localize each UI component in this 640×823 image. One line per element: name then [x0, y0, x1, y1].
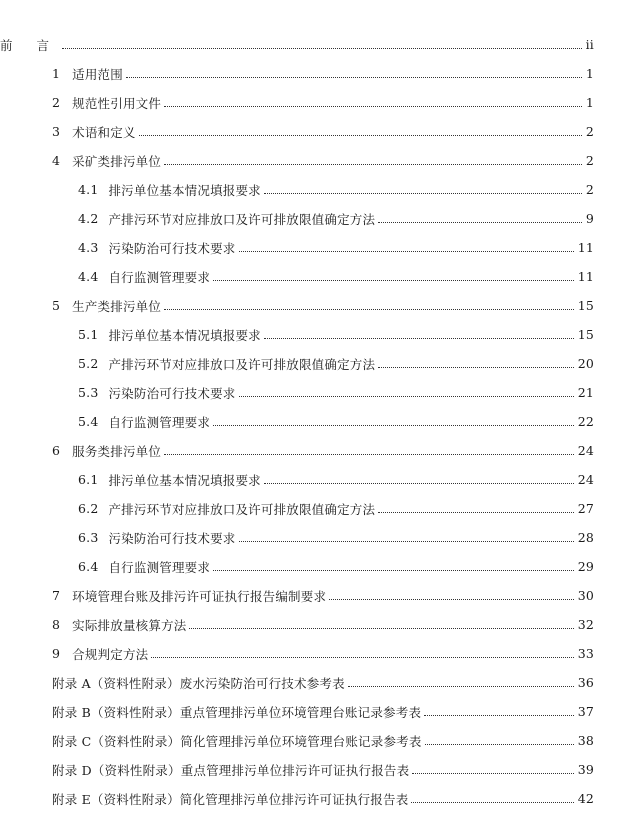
toc-entry-page: 1 — [585, 95, 594, 110]
toc-entry-number: 8 — [52, 617, 61, 632]
toc-leader-dots — [164, 309, 574, 310]
toc-leader-dots — [164, 164, 582, 165]
toc-entry-page: 20 — [577, 356, 594, 371]
toc-entry-number: 4.4 — [78, 269, 99, 284]
toc-leader-dots — [329, 599, 574, 600]
toc-entry-title: 附录 D（资料性附录）重点管理排污单位排污许可证执行报告表 — [52, 762, 410, 778]
toc-entry-title: 附录 E（资料性附录）简化管理排污单位排污许可证执行报告表 — [52, 791, 409, 807]
toc-entry-2[interactable] — [0, 88, 640, 117]
toc-entry-page: 42 — [577, 791, 594, 806]
toc-entry-title: 自行监测管理要求 — [108, 559, 211, 575]
toc-entry-number: 9 — [52, 646, 61, 661]
toc-entry-page: 15 — [577, 298, 594, 313]
toc-leader-dots — [264, 338, 574, 339]
toc-entry-title: 附录 C（资料性附录）简化管理排污单位环境管理台账记录参考表 — [52, 733, 422, 749]
toc-entry-page: 11 — [577, 240, 594, 255]
toc-entry-6-2[interactable] — [0, 494, 640, 523]
toc-entry-title: 排污单位基本情况填报要求 — [108, 327, 261, 343]
toc-entry-page: 32 — [577, 617, 594, 632]
toc-entry-page: 22 — [577, 414, 594, 429]
toc-entry-page: 9 — [585, 211, 594, 226]
toc-entry-number: 6 — [52, 443, 61, 458]
toc-entry-preface[interactable] — [0, 30, 640, 59]
toc-leader-dots — [189, 628, 573, 629]
toc-leader-dots — [139, 135, 582, 136]
toc-leader-dots — [412, 773, 573, 774]
toc-entry-number: 2 — [52, 95, 61, 110]
toc-entry-page: 21 — [577, 385, 594, 400]
toc-entry-page: 36 — [577, 675, 594, 690]
toc-entry-appendix-c[interactable] — [0, 726, 640, 755]
toc-entry-5-3[interactable] — [0, 378, 640, 407]
toc-leader-dots — [411, 802, 573, 803]
toc-entry-title: 自行监测管理要求 — [108, 414, 211, 430]
toc-entry-title: 合规判定方法 — [72, 646, 149, 662]
toc-entry-9[interactable] — [0, 639, 640, 668]
toc-entry-number: 4.2 — [78, 211, 99, 226]
toc-entry-page: 27 — [577, 501, 594, 516]
toc-entry-appendix-b[interactable] — [0, 697, 640, 726]
toc-entry-page: 24 — [577, 472, 594, 487]
toc-entry-title: 服务类排污单位 — [72, 443, 162, 459]
toc-entry-4-2[interactable] — [0, 204, 640, 233]
toc-leader-dots — [213, 570, 574, 571]
toc-entry-title: 污染防治可行技术要求 — [108, 385, 236, 401]
toc-entry-page: 2 — [585, 124, 594, 139]
toc-entry-page: 30 — [577, 588, 594, 603]
toc-entry-title: 术语和定义 — [72, 124, 136, 140]
toc-entry-8[interactable] — [0, 610, 640, 639]
toc-entry-title: 污染防治可行技术要求 — [108, 530, 236, 546]
toc-entry-page: 1 — [585, 66, 594, 81]
toc-entry-1[interactable] — [0, 59, 640, 88]
toc-entry-page: 37 — [577, 704, 594, 719]
toc-leader-dots — [264, 483, 574, 484]
toc-leader-dots — [348, 686, 574, 687]
toc-entry-number: 4.3 — [78, 240, 99, 255]
toc-entry-number: 6.1 — [78, 472, 99, 487]
toc-leader-dots — [378, 222, 582, 223]
toc-entry-page: 15 — [577, 327, 594, 342]
toc-entry-6-3[interactable] — [0, 523, 640, 552]
toc-entry-number: 5.3 — [78, 385, 99, 400]
toc-entry-title: 前 言 — [0, 37, 59, 53]
toc-leader-dots — [239, 541, 574, 542]
toc-entry-number: 5 — [52, 298, 61, 313]
toc-entry-5-2[interactable] — [0, 349, 640, 378]
toc-entry-number: 6.3 — [78, 530, 99, 545]
toc-entry-6[interactable] — [0, 436, 640, 465]
toc-leader-dots — [239, 251, 574, 252]
toc-entry-title: 产排污环节对应排放口及许可排放限值确定方法 — [108, 356, 376, 372]
toc-leader-dots — [378, 367, 574, 368]
toc-leader-dots — [213, 280, 574, 281]
toc-entry-title: 排污单位基本情况填报要求 — [108, 182, 261, 198]
toc-entry-number: 5.4 — [78, 414, 99, 429]
toc-entry-number: 5.2 — [78, 356, 99, 371]
toc-leader-dots — [126, 77, 582, 78]
toc-leader-dots — [424, 715, 574, 716]
toc-entry-7[interactable] — [0, 581, 640, 610]
toc-entry-number: 7 — [52, 588, 61, 603]
table-of-contents — [0, 30, 640, 813]
toc-entry-page: 39 — [577, 762, 594, 777]
toc-entry-page: 33 — [577, 646, 594, 661]
toc-entry-title: 附录 B（资料性附录）重点管理排污单位环境管理台账记录参考表 — [52, 704, 422, 720]
toc-entry-5-1[interactable] — [0, 320, 640, 349]
toc-entry-number: 6.4 — [78, 559, 99, 574]
toc-entry-appendix-e[interactable] — [0, 784, 640, 813]
toc-entry-title: 附录 A（资料性附录）废水污染防治可行技术参考表 — [52, 675, 345, 691]
toc-entry-number: 6.2 — [78, 501, 99, 516]
toc-leader-dots — [378, 512, 574, 513]
toc-entry-number: 4.1 — [78, 182, 99, 197]
toc-leader-dots — [62, 48, 582, 49]
toc-entry-title: 采矿类排污单位 — [72, 153, 162, 169]
toc-entry-4[interactable] — [0, 146, 640, 175]
toc-entry-title: 生产类排污单位 — [72, 298, 162, 314]
toc-entry-page: 29 — [577, 559, 594, 574]
toc-entry-page: 24 — [577, 443, 594, 458]
toc-entry-page: 2 — [585, 153, 594, 168]
toc-leader-dots — [151, 657, 573, 658]
toc-entry-5[interactable] — [0, 291, 640, 320]
toc-entry-number: 5.1 — [78, 327, 99, 342]
toc-entry-title: 污染防治可行技术要求 — [108, 240, 236, 256]
toc-entry-title: 排污单位基本情况填报要求 — [108, 472, 261, 488]
toc-entry-number: 1 — [52, 66, 61, 81]
toc-entry-page: 38 — [577, 733, 594, 748]
toc-entry-title: 实际排放量核算方法 — [72, 617, 187, 633]
toc-entry-4-4[interactable] — [0, 262, 640, 291]
toc-entry-number: 4 — [52, 153, 61, 168]
toc-entry-6-1[interactable] — [0, 465, 640, 494]
toc-entry-3[interactable] — [0, 117, 640, 146]
toc-entry-page: ii — [585, 37, 594, 52]
toc-entry-page: 11 — [577, 269, 594, 284]
toc-leader-dots — [239, 396, 574, 397]
toc-entry-6-4[interactable] — [0, 552, 640, 581]
toc-entry-page: 28 — [577, 530, 594, 545]
toc-entry-5-4[interactable] — [0, 407, 640, 436]
toc-entry-4-3[interactable] — [0, 233, 640, 262]
toc-entry-appendix-d[interactable] — [0, 755, 640, 784]
toc-leader-dots — [164, 106, 582, 107]
toc-leader-dots — [425, 744, 574, 745]
toc-entry-4-1[interactable] — [0, 175, 640, 204]
toc-leader-dots — [213, 425, 574, 426]
toc-leader-dots — [264, 193, 582, 194]
toc-entry-title: 规范性引用文件 — [72, 95, 162, 111]
toc-entry-title: 适用范围 — [72, 66, 123, 82]
toc-entry-title: 产排污环节对应排放口及许可排放限值确定方法 — [108, 211, 376, 227]
toc-entry-title: 环境管理台账及排污许可证执行报告编制要求 — [72, 588, 327, 604]
toc-entry-title: 自行监测管理要求 — [108, 269, 211, 285]
toc-entry-title: 产排污环节对应排放口及许可排放限值确定方法 — [108, 501, 376, 517]
toc-entry-page: 2 — [585, 182, 594, 197]
toc-entry-appendix-a[interactable] — [0, 668, 640, 697]
toc-leader-dots — [164, 454, 574, 455]
toc-entry-number: 3 — [52, 124, 61, 139]
